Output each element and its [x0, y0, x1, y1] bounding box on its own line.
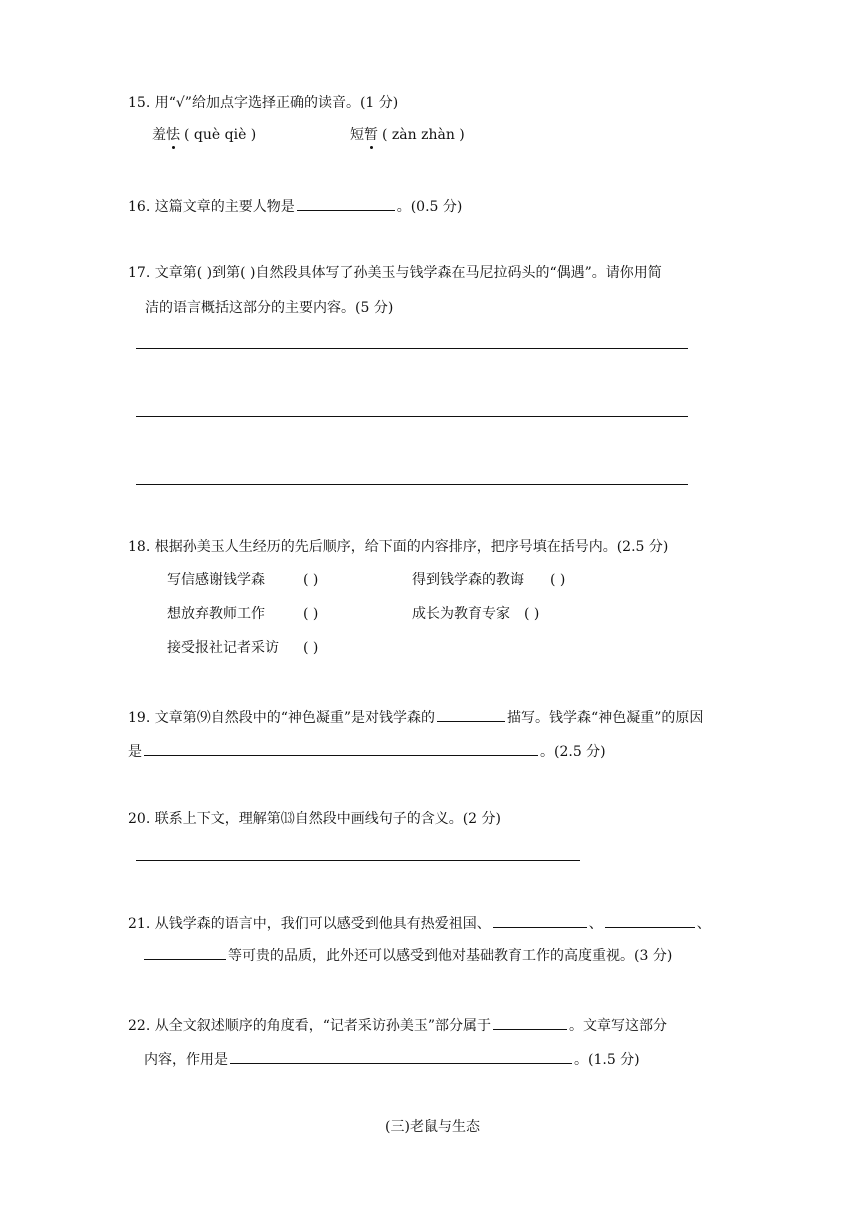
question-19-line-2: [128, 741, 606, 761]
answer-blank[interactable]: [437, 707, 505, 722]
question-16: [128, 196, 462, 216]
question-21-stem-cont: 等可贵的品质，此外还可以感受到他对基础教育工作的高度重视。(3 分): [228, 948, 673, 964]
sequence-paren[interactable]: ( ): [524, 606, 540, 622]
question-20-stem: 20. 联系上下文，理解第⒀自然段中画线句子的含义。(2 分): [128, 811, 501, 827]
sequence-paren[interactable]: ( ): [550, 572, 566, 588]
sequence-paren[interactable]: ( ): [303, 606, 319, 622]
sequence-item: 成长为教育专家: [412, 606, 510, 622]
question-18-stem: 18. 根据孙美玉人生经历的先后顺序，给下面的内容排序，把序号填在括号内。(2.5 分): [128, 539, 669, 555]
word-1-options: ( què qiè ): [184, 127, 257, 143]
question-19-prefix: 是: [128, 744, 142, 760]
question-17-line-1: 17. 文章第( )到第( )自然段具体写了孙美玉与钱学森在马尼拉码头的“偶遇”。请你用简: [128, 265, 662, 281]
question-22-stem: 22. 从全文叙述顺序的角度看，“记者采访孙美玉”部分属于: [128, 1018, 492, 1034]
word-1-dotted-char: 怯: [166, 127, 180, 143]
answer-line[interactable]: [136, 416, 688, 417]
question-17-line-2: 洁的语言概括这部分的主要内容。(5 分): [145, 300, 394, 316]
answer-blank[interactable]: [144, 945, 226, 960]
word-2-options: ( zàn zhàn ): [382, 127, 465, 143]
question-21-line-2: [144, 945, 672, 965]
question-15-word-1: [152, 125, 256, 145]
answer-line[interactable]: [136, 348, 688, 349]
question-19-points: 。(2.5 分): [540, 744, 606, 760]
section-title: (三)老鼠与生态: [385, 1119, 480, 1135]
answer-blank[interactable]: [605, 913, 695, 928]
word-1-char: 羞: [152, 127, 166, 143]
answer-line[interactable]: [136, 484, 688, 485]
question-16-points: 。(0.5 分): [396, 199, 463, 215]
answer-blank[interactable]: [493, 913, 587, 928]
separator: 、: [588, 916, 603, 932]
separator: 、: [696, 916, 711, 932]
answer-blank[interactable]: [230, 1049, 572, 1064]
question-21-line-1: [128, 913, 711, 933]
question-16-stem: 16. 这篇文章的主要人物是: [128, 199, 295, 215]
question-21-stem: 21. 从钱学森的语言中，我们可以感受到他具有热爱祖国、: [128, 916, 491, 932]
answer-blank[interactable]: [144, 741, 538, 756]
sequence-item: 写信感谢钱学森: [167, 572, 265, 588]
question-15-word-2: [350, 125, 465, 145]
question-22-stem-cont: 。文章写这部分: [569, 1018, 668, 1034]
question-22-line-1: [128, 1015, 667, 1035]
answer-blank[interactable]: [493, 1015, 567, 1030]
sequence-item: 接受报社记者采访: [167, 640, 279, 656]
question-19-line-1: [128, 707, 703, 727]
question-22-prefix: 内容，作用是: [144, 1052, 228, 1068]
sequence-item: 得到钱学森的教诲: [412, 572, 524, 588]
sequence-paren[interactable]: ( ): [303, 640, 319, 656]
question-19-stem-cont: 描写。钱学森“神色凝重”的原因: [507, 710, 704, 726]
question-15-stem: 15. 用“√”给加点字选择正确的读音。(1 分): [128, 95, 399, 111]
sequence-paren[interactable]: ( ): [303, 572, 319, 588]
word-2-dotted-char: 暂: [364, 127, 378, 143]
answer-blank[interactable]: [297, 196, 395, 211]
question-22-points: 。(1.5 分): [574, 1052, 640, 1068]
answer-line[interactable]: [136, 860, 580, 861]
question-19-stem: 19. 文章第⑼自然段中的“神色凝重”是对钱学森的: [128, 710, 436, 726]
word-2-char: 短: [350, 127, 364, 143]
question-22-line-2: [144, 1049, 640, 1069]
sequence-item: 想放弃教师工作: [167, 606, 265, 622]
